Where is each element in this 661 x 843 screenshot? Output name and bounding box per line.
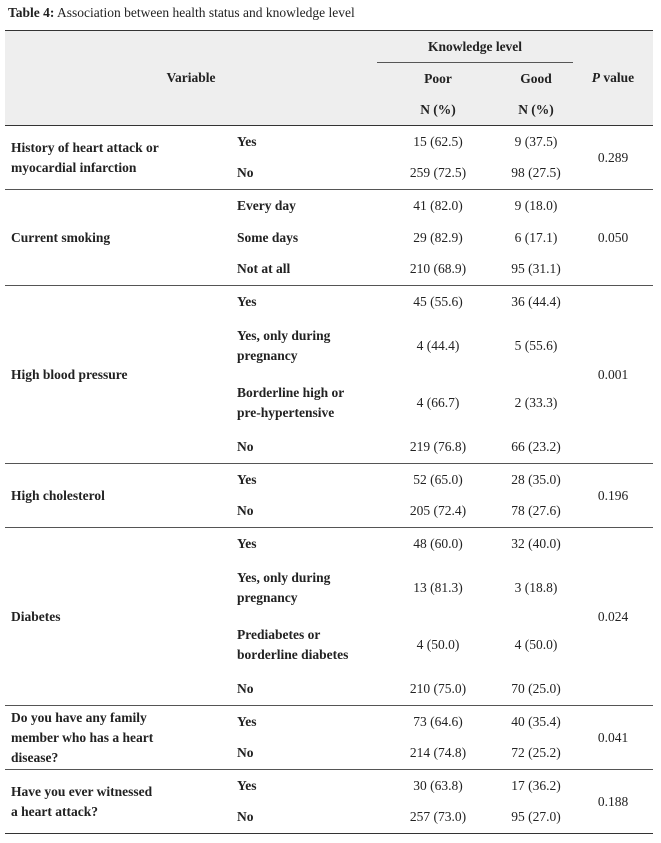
- poor-value: 52 (65.0): [413, 471, 463, 487]
- table-row: [5, 706, 653, 738]
- group-smoking: [5, 190, 653, 286]
- header-n-pct-good: N (%): [499, 94, 573, 126]
- health-knowledge-table: [5, 30, 653, 834]
- header-p-value: P value: [573, 31, 653, 126]
- option-label: Yes, only during pregnancy: [237, 328, 331, 363]
- option-label: Every day: [237, 197, 296, 213]
- option-label: Yes: [237, 293, 257, 309]
- option-label: No: [237, 745, 254, 761]
- good-value: 9 (37.5): [514, 133, 558, 149]
- group-blood-pressure: [5, 286, 653, 464]
- option-label: Yes: [237, 535, 257, 551]
- poor-value: 45 (55.6): [413, 293, 463, 309]
- p-value: 0.001: [597, 366, 629, 382]
- table-row: [5, 126, 653, 158]
- table-caption: [8, 5, 355, 21]
- header-good: Good: [499, 63, 573, 95]
- poor-value: 13 (81.3): [413, 580, 463, 595]
- option-label: Yes: [237, 471, 257, 487]
- good-value: 4 (50.0): [514, 637, 558, 652]
- option-label: No: [237, 439, 254, 455]
- option-label: No: [237, 809, 254, 825]
- option-label: Borderline high or pre-hypertensive: [237, 385, 345, 420]
- variable-label: Current smoking: [11, 229, 111, 245]
- p-value: 0.024: [597, 608, 629, 624]
- option-label: No: [237, 681, 254, 697]
- table-row: [5, 190, 653, 222]
- poor-value: 214 (74.8): [409, 745, 467, 761]
- good-value: 66 (23.2): [511, 439, 561, 455]
- variable-label: Do you have any family member who has a heart disease?: [11, 709, 154, 765]
- group-diabetes: [5, 528, 653, 706]
- table-row: [5, 528, 653, 560]
- option-label: Some days: [237, 229, 299, 245]
- variable-label: Diabetes: [11, 608, 61, 624]
- poor-value: 41 (82.0): [413, 197, 463, 213]
- poor-value: 4 (50.0): [416, 637, 460, 652]
- group-cholesterol: [5, 464, 653, 528]
- option-label: No: [237, 165, 254, 181]
- p-value: 0.050: [597, 229, 629, 245]
- p-value: 0.188: [597, 793, 629, 809]
- table-row: [5, 464, 653, 496]
- header-knowledge-level: Knowledge level: [377, 31, 573, 63]
- poor-value: 4 (66.7): [416, 395, 460, 410]
- poor-value: 4 (44.4): [416, 338, 460, 353]
- poor-value: 210 (68.9): [409, 261, 467, 277]
- option-label: Yes, only during pregnancy: [237, 570, 331, 605]
- p-value: 0.041: [597, 729, 629, 745]
- table-header: [5, 31, 653, 126]
- good-value: 36 (44.4): [511, 293, 561, 309]
- good-value: 95 (27.0): [511, 809, 561, 825]
- poor-value: 73 (64.6): [413, 713, 463, 729]
- good-value: 78 (27.6): [511, 503, 561, 519]
- poor-value: 219 (76.8): [409, 439, 467, 455]
- option-label: Prediabetes or borderline diabetes: [237, 627, 349, 662]
- option-label: Yes: [237, 133, 257, 149]
- good-value: 98 (27.5): [511, 165, 561, 181]
- good-value: 6 (17.1): [514, 229, 558, 245]
- option-label: Yes: [237, 713, 257, 729]
- group-witnessed: [5, 770, 653, 834]
- poor-value: 257 (73.0): [409, 809, 467, 825]
- table-row: [5, 770, 653, 802]
- poor-value: 259 (72.5): [409, 165, 467, 181]
- variable-label: High blood pressure: [11, 366, 128, 382]
- poor-value: 29 (82.9): [413, 229, 463, 245]
- good-value: 5 (55.6): [514, 338, 558, 353]
- option-label: Not at all: [237, 261, 291, 277]
- table-row: [5, 286, 653, 318]
- group-heart-attack: [5, 126, 653, 190]
- option-label: Yes: [237, 777, 257, 793]
- variable-label: High cholesterol: [11, 487, 105, 503]
- header-variable: Variable: [5, 31, 377, 126]
- poor-value: 30 (63.8): [413, 777, 463, 793]
- good-value: 28 (35.0): [511, 471, 561, 487]
- poor-value: 205 (72.4): [409, 503, 467, 519]
- variable-label: History of heart attack or myocardial infarction: [11, 139, 159, 175]
- good-value: 17 (36.2): [511, 777, 561, 793]
- poor-value: 15 (62.5): [413, 133, 463, 149]
- caption-label: Table 4:: [8, 5, 55, 20]
- option-label: No: [237, 503, 254, 519]
- poor-value: 48 (60.0): [413, 535, 463, 551]
- variable-label: Have you ever witnessed a heart attack?: [11, 783, 153, 819]
- good-value: 72 (25.2): [511, 745, 561, 761]
- poor-value: 210 (75.0): [409, 681, 467, 697]
- good-value: 3 (18.8): [514, 580, 558, 595]
- good-value: 70 (25.0): [511, 681, 561, 697]
- good-value: 32 (40.0): [511, 535, 561, 551]
- group-family: [5, 706, 653, 770]
- header-poor: Poor: [377, 63, 499, 95]
- p-value: 0.196: [597, 487, 629, 503]
- good-value: 40 (35.4): [511, 713, 561, 729]
- good-value: 2 (33.3): [514, 395, 558, 410]
- header-n-pct-poor: N (%): [377, 94, 499, 126]
- caption-text: Association between health status and knowledge level: [57, 5, 355, 20]
- p-value: 0.289: [597, 149, 629, 165]
- good-value: 95 (31.1): [511, 261, 561, 277]
- good-value: 9 (18.0): [514, 197, 558, 213]
